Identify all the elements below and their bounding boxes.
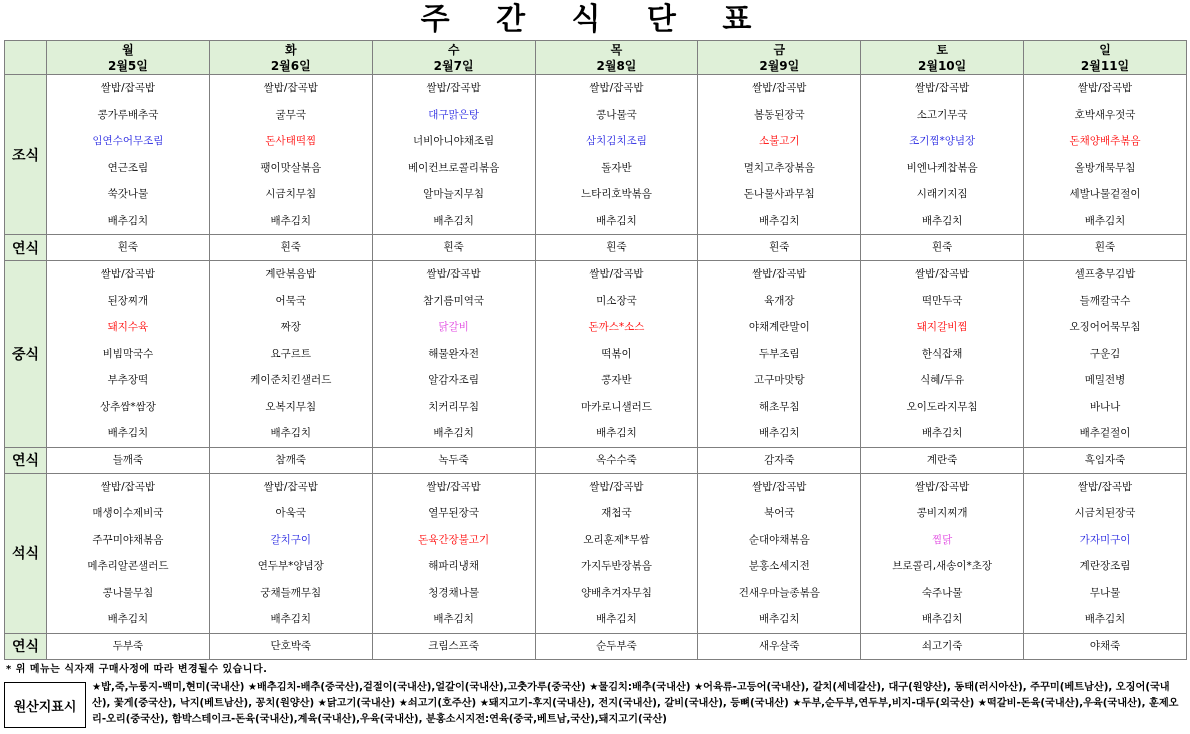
- menu-item: 크림스프죽: [428, 639, 479, 652]
- menu-item: 쌀밥/잡곡밥: [426, 82, 481, 94]
- origin-details: ★밥,죽,누룽지-백미,현미(국내산) ★배추김치-배추(중국산),겉절이(국내산),얼갈이(국내산),고춧가루(중국산) ★물김치:배추(국내산) ★어육류-고등어(국내산), 갈치(세네갈산), 대구(원양산), 동태(러시아산), 주꾸미(베트남산), 오징어(국내산), 꽃게(중국산), 낙지(베트남산), 꽁치(원양산) ★닭고기(국내산) ★쇠고기(호주산) ★돼지고기-후지(국내산), 전지(국내산), 갈비(국내산), 등뼈(국내산) ★두부,순두부,연두부,비지-대두(외국산) ★떡갈비-돈육(국내산),우육(국내산), 훈제오리-오리(중국산), 함박스테이크-돈육(국내산),계육(국내산),우육(국내산), 분홍소시지전:연육(중국,베트남,국산),돼지고기(국산): [92, 682, 1179, 725]
- menu-item: 돌자반: [601, 161, 632, 174]
- menu-cell: [47, 261, 210, 448]
- menu-item: 열무된장국: [428, 507, 479, 519]
- menu-item: 대구맑은탕: [428, 108, 479, 121]
- menu-cell: [535, 447, 698, 473]
- meal-label: 연식: [5, 447, 47, 473]
- menu-item: 배추김치: [270, 427, 312, 439]
- day-header: [1024, 41, 1187, 75]
- day-date: 2월11일: [1080, 58, 1130, 73]
- menu-cell: [209, 261, 372, 448]
- menu-item: 알마늘지무침: [423, 188, 485, 200]
- menu-item: 조기찜*양념장: [909, 135, 976, 147]
- menu-cell: [372, 261, 535, 448]
- menu-cell: [535, 75, 698, 235]
- menu-item: 순대야채볶음: [748, 533, 810, 546]
- menu-item: 해파리냉채: [428, 560, 479, 572]
- day-date: 2월5일: [107, 58, 148, 73]
- menu-item: 해초무침: [759, 400, 800, 413]
- menu-item: 순두부죽: [596, 639, 637, 652]
- menu-cell: [209, 235, 372, 261]
- menu-item: 북어국: [764, 507, 795, 519]
- menu-item: 흰죽: [931, 241, 953, 253]
- menu-item: 흰죽: [280, 241, 301, 253]
- meal-row: [5, 473, 1187, 633]
- menu-item: 브로콜리,새송이*초장: [892, 560, 993, 572]
- menu-cell: [47, 235, 210, 261]
- menu-cell: [209, 633, 372, 659]
- menu-item: 떡만두국: [921, 294, 963, 307]
- menu-item: 가자미구이: [1079, 533, 1131, 546]
- menu-cell: [535, 235, 698, 261]
- page-title: 주 간 식 단 표: [420, 2, 770, 37]
- menu-item: 메밀전병: [1084, 374, 1126, 386]
- menu-item: 쌀밥/잡곡밥: [100, 480, 156, 493]
- day-name: 월: [122, 42, 134, 57]
- menu-item: 참깨죽: [275, 453, 306, 466]
- menu-item: 건새우마늘종볶음: [738, 586, 820, 599]
- menu-item: 돈까스*소스: [588, 321, 645, 333]
- day-header: [209, 41, 372, 75]
- menu-item: 쌀밥/잡곡밥: [426, 268, 481, 280]
- menu-item: 쌀밥/잡곡밥: [1077, 480, 1133, 493]
- menu-item: 떡볶이: [601, 347, 632, 360]
- menu-cell: [861, 447, 1024, 473]
- day-header: [861, 41, 1024, 75]
- menu-item: 분홍소세지전: [748, 560, 810, 572]
- menu-item: 메추리알콘샐러드: [87, 560, 169, 572]
- menu-cell: [535, 633, 698, 659]
- meal-row: [5, 261, 1187, 448]
- menu-item: 참기름미역국: [423, 294, 485, 307]
- menu-item: 콩나물국: [596, 108, 637, 121]
- menu-item: 아욱국: [275, 507, 306, 519]
- menu-item: 옥수수죽: [596, 453, 637, 466]
- menu-item: 쌀밥/잡곡밥: [915, 268, 970, 280]
- menu-item: 녹두죽: [438, 453, 469, 466]
- menu-item: 쌀밥/잡곡밥: [263, 82, 318, 94]
- menu-item: 배추김치: [1084, 613, 1126, 625]
- menu-item: 굴무국: [275, 108, 306, 121]
- day-header-row: [5, 41, 1187, 75]
- menu-cell: [47, 447, 210, 473]
- menu-item: 들깨죽: [112, 453, 144, 466]
- menu-item: 콩자반: [601, 374, 632, 386]
- menu-item: 재첩국: [601, 507, 632, 519]
- menu-item: 올방개묵무침: [1074, 161, 1136, 174]
- menu-item: 소고기무국: [916, 108, 968, 121]
- menu-item: 계란죽: [926, 453, 958, 466]
- menu-item: 식혜/두유: [920, 374, 965, 386]
- day-date: 2월8일: [596, 58, 637, 73]
- menu-item: 멸치고추장볶음: [743, 161, 815, 174]
- menu-item: 된장찌개: [107, 294, 149, 307]
- menu-item: 쌀밥/잡곡밥: [752, 268, 807, 280]
- menu-item: 콩나물무침: [102, 586, 154, 599]
- day-date: 2월10일: [918, 58, 967, 73]
- menu-cell: [372, 447, 535, 473]
- menu-item: 요구르트: [270, 347, 312, 360]
- day-name: 화: [284, 42, 297, 57]
- menu-item: 궁채들깨무침: [260, 586, 322, 599]
- menu-item: 짜장: [280, 321, 301, 333]
- menu-item: 쌀밥/잡곡밥: [752, 480, 807, 493]
- menu-item: 숙주나물: [921, 586, 963, 599]
- menu-cell: [1024, 75, 1187, 235]
- menu-item: 오복지무침: [265, 400, 317, 413]
- menu-item: 연근조림: [107, 161, 149, 174]
- menu-item: 배추김치: [433, 427, 474, 439]
- menu-item: 한식잡채: [921, 347, 963, 360]
- day-date: 2월9일: [759, 58, 800, 73]
- menu-item: 임연수어무조림: [92, 135, 164, 147]
- menu-cell: [372, 235, 535, 261]
- menu-item: 흑임자죽: [1084, 453, 1126, 466]
- menu-item: 배추김치: [921, 214, 963, 227]
- menu-item: 배추김치: [596, 613, 637, 625]
- day-date: 2월6일: [270, 58, 311, 73]
- menu-item: 배추김치: [759, 427, 800, 439]
- menu-item: 미소장국: [596, 294, 637, 307]
- menu-item: 흰죽: [606, 241, 627, 253]
- menu-item: 배추김치: [759, 613, 800, 625]
- menu-item: 시금치된장국: [1074, 507, 1136, 519]
- menu-item: 주꾸미야채볶음: [92, 533, 164, 546]
- menu-cell: [535, 473, 698, 633]
- menu-item: 배추김치: [270, 613, 312, 625]
- menu-item: 연두부*양념장: [257, 560, 324, 572]
- menu-cell: [209, 473, 372, 633]
- menu-cell: [698, 235, 861, 261]
- menu-cell: [698, 447, 861, 473]
- menu-item: 삼치김치조림: [586, 135, 647, 147]
- day-name: 수: [447, 42, 460, 57]
- menu-item: 비엔나케찹볶음: [906, 161, 978, 174]
- meal-row: [5, 633, 1187, 659]
- meal-label: 연식: [5, 633, 47, 659]
- menu-cell: [861, 261, 1024, 448]
- menu-item: 오징어어묵무침: [1069, 321, 1141, 333]
- menu-item: 오이도라지무침: [906, 400, 978, 413]
- menu-item: 배추김치: [107, 214, 149, 227]
- menu-cell: [372, 75, 535, 235]
- weekly-menu-table: [4, 40, 1187, 660]
- menu-item: 감자죽: [764, 453, 795, 466]
- menu-cell: [698, 75, 861, 235]
- menu-item: 베이컨브로콜리볶음: [407, 161, 500, 174]
- menu-item: 배추김치: [433, 613, 474, 625]
- menu-item: 어묵국: [275, 294, 306, 307]
- menu-item: 오리훈제*무쌈: [583, 533, 650, 546]
- menu-item: 너비아니야채조림: [413, 135, 495, 147]
- menu-cell: [1024, 261, 1187, 448]
- menu-item: 배추김치: [759, 214, 800, 227]
- menu-item: 배추김치: [107, 613, 149, 625]
- menu-cell: [209, 75, 372, 235]
- menu-item: 새우살죽: [759, 639, 800, 652]
- menu-item: 배추김치: [596, 427, 637, 439]
- menu-cell: [209, 447, 372, 473]
- meal-label: 연식: [5, 235, 47, 261]
- menu-item: 찜닭: [931, 533, 953, 546]
- meal-row: [5, 447, 1187, 473]
- menu-item: 셀프충무김밥: [1074, 268, 1136, 280]
- menu-item: 비빔막국수: [102, 347, 154, 360]
- menu-cell: [535, 261, 698, 448]
- menu-item: 갈치구이: [270, 533, 312, 546]
- menu-cell: [698, 473, 861, 633]
- menu-cell: [1024, 447, 1187, 473]
- menu-item: 부추장떡: [107, 374, 149, 386]
- menu-item: 쌀밥/잡곡밥: [589, 268, 644, 280]
- menu-item: 돈채양배추볶음: [1069, 135, 1141, 147]
- menu-cell: [861, 235, 1024, 261]
- menu-cell: [698, 633, 861, 659]
- menu-item: 흰죽: [443, 241, 464, 253]
- menu-item: 돈나물사과무침: [743, 188, 815, 200]
- menu-item: 배추김치: [433, 214, 474, 227]
- menu-item: 세발나물겉절이: [1069, 188, 1141, 200]
- menu-item: 무나물: [1089, 586, 1121, 599]
- menu-item: 소불고기: [759, 135, 800, 147]
- menu-item: 콩가루배추국: [97, 108, 159, 121]
- menu-item: 팽이맛살볶음: [260, 161, 322, 174]
- menu-item: 배추겉절이: [1079, 427, 1131, 439]
- menu-item: 케이준치킨샐러드: [250, 374, 332, 386]
- menu-item: 마카로니샐러드: [580, 400, 652, 413]
- menu-item: 알감자조림: [428, 374, 479, 386]
- day-header: [47, 41, 210, 75]
- menu-item: 시금치무침: [265, 188, 317, 200]
- menu-item: 바나나: [1089, 400, 1121, 413]
- menu-item: 가지두반장볶음: [580, 560, 652, 572]
- menu-item: 배추김치: [921, 427, 963, 439]
- menu-item: 쑥갓나물: [107, 188, 149, 200]
- menu-item: 계란장조림: [1079, 560, 1131, 572]
- menu-item: 시래기지짐: [916, 188, 968, 200]
- meal-row: [5, 235, 1187, 261]
- menu-cell: [1024, 235, 1187, 261]
- day-name: 일: [1099, 42, 1111, 57]
- menu-cell: [861, 633, 1024, 659]
- menu-item: 두부조림: [759, 347, 800, 360]
- menu-item: 육개장: [764, 294, 795, 307]
- day-header: [698, 41, 861, 75]
- menu-item: 쌀밥/잡곡밥: [426, 480, 481, 493]
- menu-item: 양배추겨자무침: [580, 586, 652, 599]
- menu-item: 흰죽: [117, 241, 139, 253]
- menu-item: 느타리호박볶음: [580, 188, 652, 200]
- menu-item: 쌀밥/잡곡밥: [100, 82, 156, 94]
- menu-cell: [861, 75, 1024, 235]
- menu-item: 배추김치: [1084, 214, 1126, 227]
- day-name: 토: [936, 42, 948, 57]
- menu-cell: [47, 473, 210, 633]
- menu-item: 구운김: [1089, 347, 1121, 360]
- menu-item: 쌀밥/잡곡밥: [263, 480, 318, 493]
- day-name: 금: [773, 42, 786, 57]
- menu-item: 쌀밥/잡곡밥: [589, 82, 644, 94]
- day-header: [372, 41, 535, 75]
- menu-item: 야채계란말이: [748, 321, 810, 333]
- menu-cell: [1024, 633, 1187, 659]
- menu-item: 봄동된장국: [753, 108, 805, 121]
- menu-item: 청경채나물: [428, 586, 479, 599]
- menu-item: 쌀밥/잡곡밥: [915, 82, 970, 94]
- menu-item: 돈육간장불고기: [418, 533, 490, 546]
- menu-item: 쌀밥/잡곡밥: [589, 480, 644, 493]
- menu-item: 쌀밥/잡곡밥: [752, 82, 807, 94]
- menu-item: 돈사태떡찜: [265, 135, 317, 147]
- menu-item: 상추쌈*쌈장: [99, 400, 156, 413]
- meal-label: 조식: [5, 75, 47, 235]
- menu-item: 쇠고기죽: [921, 639, 963, 652]
- origin-label: 원산지표시: [4, 682, 86, 728]
- menu-item: 단호박죽: [270, 639, 312, 652]
- menu-item: 콩비지찌개: [916, 507, 968, 519]
- menu-cell: [698, 261, 861, 448]
- day-date: 2월7일: [433, 58, 474, 73]
- menu-item: 해물완자전: [428, 347, 479, 360]
- menu-item: 쌀밥/잡곡밥: [100, 268, 156, 280]
- menu-item: 배추김치: [107, 427, 149, 439]
- menu-item: 계란볶음밥: [265, 268, 317, 280]
- menu-item: 흰죽: [769, 241, 790, 253]
- menu-item: 쌀밥/잡곡밥: [915, 480, 970, 493]
- menu-item: 두부죽: [112, 639, 144, 652]
- menu-item: 호박새우젓국: [1074, 108, 1136, 121]
- menu-item: 매생이수제비국: [92, 507, 164, 519]
- day-header: [535, 41, 698, 75]
- menu-item: 배추김치: [596, 214, 637, 227]
- menu-item: 흰죽: [1094, 241, 1116, 253]
- menu-cell: [372, 473, 535, 633]
- header-corner: [5, 41, 47, 75]
- meal-label: 중식: [5, 261, 47, 448]
- menu-cell: [861, 473, 1024, 633]
- menu-item: 돼지수육: [107, 321, 149, 333]
- menu-item: 쌀밥/잡곡밥: [1077, 82, 1133, 94]
- menu-item: 고구마맛탕: [753, 374, 805, 386]
- day-name: 목: [610, 42, 623, 57]
- menu-item: 배추김치: [270, 214, 312, 227]
- change-notice: * 위 메뉴는 식자재 구매사정에 따라 변경될수 있습니다.: [6, 664, 268, 675]
- menu-item: 배추김치: [921, 613, 963, 625]
- menu-item: 들깨칼국수: [1079, 294, 1131, 307]
- menu-item: 치커리무침: [428, 400, 479, 413]
- menu-item: 돼지갈비찜: [916, 321, 968, 333]
- menu-cell: [372, 633, 535, 659]
- menu-item: 야채죽: [1089, 639, 1121, 652]
- menu-cell: [47, 633, 210, 659]
- meal-label: 석식: [5, 473, 47, 633]
- menu-cell: [47, 75, 210, 235]
- menu-item: 닭갈비: [438, 321, 469, 333]
- menu-cell: [1024, 473, 1187, 633]
- meal-row: [5, 75, 1187, 235]
